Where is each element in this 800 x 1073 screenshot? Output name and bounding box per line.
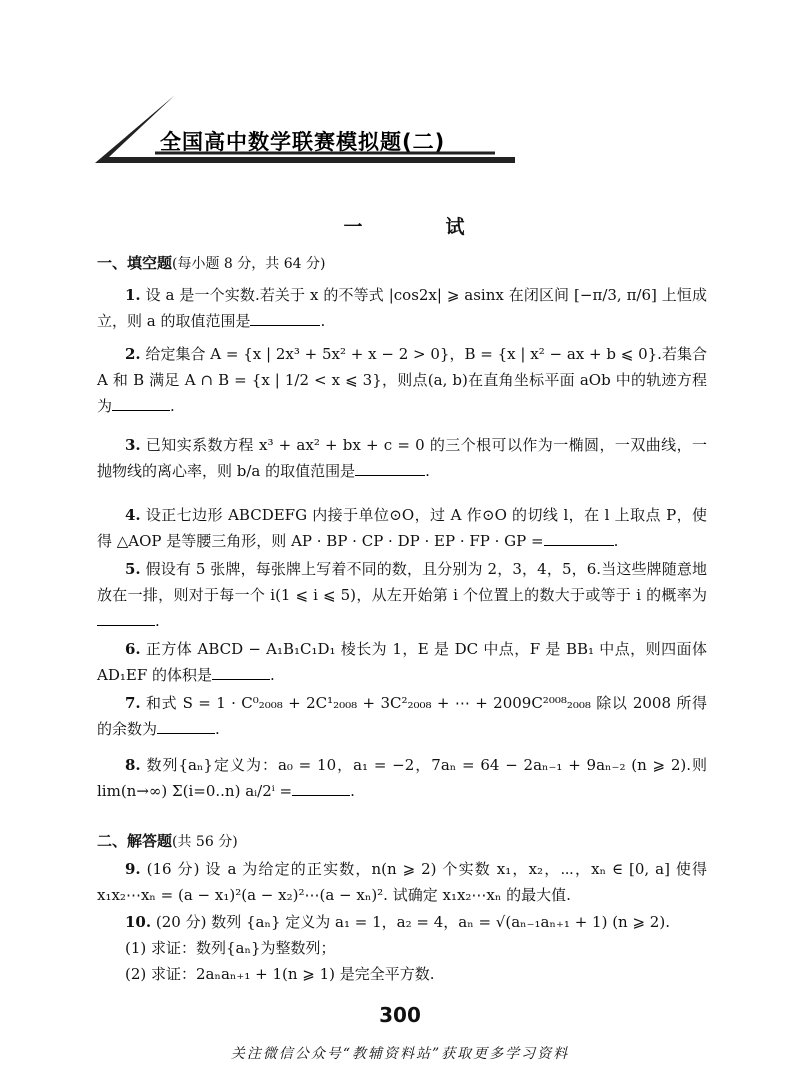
- part1-heading: [97, 252, 325, 273]
- page-title: 全国高中数学联赛模拟题(二): [160, 130, 446, 154]
- question-5: 5. 假设有 5 张牌，每张牌上写着不同的数，且分别为 2，3，4，5，6.当这些牌随意地放在一排，则对于每一个 i(1 ⩽ i ⩽ 5)，从左开始第 i 个位置上的数大于或等于 i 的概率为.: [97, 560, 707, 630]
- question-10-part-2: (2) 求证：2aₙaₙ₊₁ + 1(n ⩾ 1) 是完全平方数.: [125, 965, 435, 983]
- question-6: 6. 正方体 ABCD − A₁B₁C₁D₁ 棱长为 1，E 是 DC 中点，F 是 BB₁ 中点，则四面体 AD₁EF 的体积是 .: [97, 640, 707, 684]
- answer-blank: [212, 665, 270, 680]
- question-4: 4. 设正七边形 ABCDEFG 内接于单位⊙O，过 A 作⊙O 的切线 l，在 l 上取点 P，使得 △AOP 是等腰三角形，则 AP · BP · CP · DP · EP · FP · GP = .: [97, 506, 707, 550]
- part1-title: 一、填空题: [97, 254, 173, 272]
- question-1: 1. 设 a 是一个实数.若关于 x 的不等式 |cos2x| ⩾ asinx 在闭区间 [−π/3, π/6] 上恒成立，则 a 的取值范围是 .: [97, 286, 707, 330]
- answer-blank: [355, 461, 425, 476]
- answer-blank: [97, 611, 155, 626]
- question-10-part-1: (1) 求证：数列{aₙ}为整数列；: [125, 939, 336, 957]
- answer-blank: [112, 396, 170, 411]
- question-10: 10. (20 分) 数列 {aₙ} 定义为 a₁ = 1，a₂ = 4，aₙ = √(aₙ₋₁aₙ₊₁ + 1) (n ⩾ 2).: [125, 913, 670, 931]
- answer-blank: [292, 781, 350, 796]
- part1-note: (每小题 8 分，共 64 分): [172, 256, 326, 272]
- question-3: 3. 已知实系数方程 x³ + ax² + bx + c = 0 的三个根可以作为一椭圆，一双曲线，一抛物线的离心率，则 b/a 的取值范围是 .: [97, 436, 707, 480]
- answer-blank: [250, 311, 320, 326]
- footer-note: 关注微信公众号“教辅资料站”获取更多学习资料: [230, 1046, 570, 1062]
- part2-heading: [97, 830, 238, 851]
- section-heading: 一 试: [343, 216, 497, 238]
- question-2: 2. 给定集合 A = {x | 2x³ + 5x² + x − 2 > 0}，B = {x | x² − ax + b ⩽ 0}.若集合 A 和 B 满足 A ∩ B = {x | 1/2 < x ⩽ 3}，则点(a, b)在直角坐标平面 aOb 中的轨迹方程为 .: [97, 345, 707, 415]
- question-9: 9. (16 分) 设 a 为给定的正实数，n(n ⩾ 2) 个实数 x₁，x₂，⋯，xₙ ∈ [0, a] 使得 x₁x₂⋯xₙ = (a − x₁)²(a − x₂)²⋯(a − xₙ)². 试确定 x₁x₂⋯xₙ 的最大值.: [97, 860, 707, 904]
- part2-note: (共 56 分): [172, 834, 238, 850]
- page-number: 300: [379, 1003, 421, 1027]
- question-7: 7. 和式 S = 1 · C⁰₂₀₀₈ + 2C¹₂₀₀₈ + 3C²₂₀₀₈ + ⋯ + 2009C²⁰⁰⁸₂₀₀₈ 除以 2008 所得的余数为 .: [97, 694, 707, 738]
- part2-title: 二、解答题: [97, 832, 173, 850]
- answer-blank: [544, 531, 614, 546]
- answer-blank: [157, 719, 215, 734]
- question-8: 8. 数列{aₙ}定义为：a₀ = 10，a₁ = −2，7aₙ = 64 − 2aₙ₋₁ + 9aₙ₋₂ (n ⩾ 2).则 lim(n→∞) Σ(i=0..n) aᵢ/2ⁱ = .: [97, 756, 708, 800]
